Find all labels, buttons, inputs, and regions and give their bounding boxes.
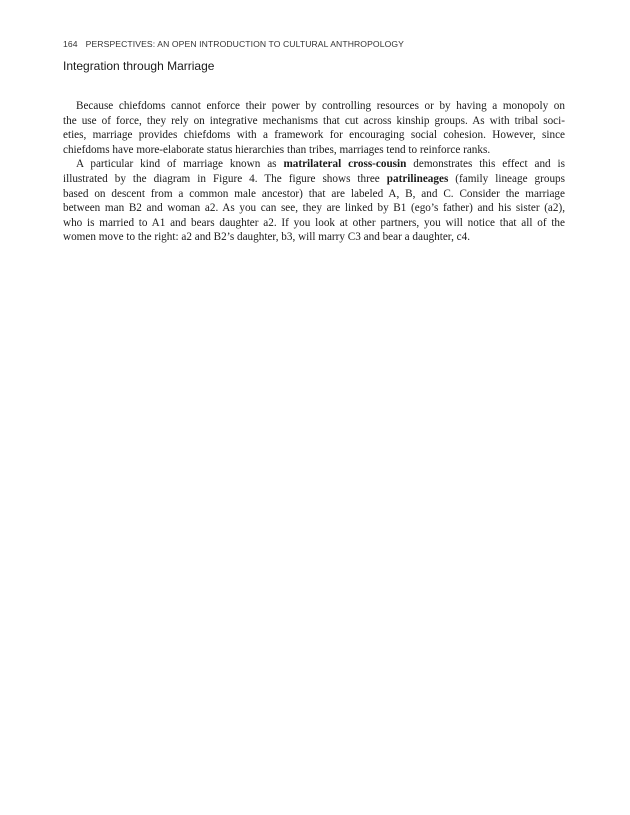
- text-line: women move to the right: a2 and B2’s daughter, b3, will marry C3 and bear a daughter, c4.: [63, 231, 471, 244]
- text-run: A particular kind of marriage known as: [76, 158, 284, 171]
- text-run: illustrated by the diagram in Figure 4. The figure shows three: [63, 172, 387, 185]
- text-line: chiefdoms have more-elaborate status hierarchies than tribes, marriages tend to reinforce ranks.: [63, 143, 491, 156]
- body-text: [63, 99, 565, 245]
- text-line: [63, 172, 565, 187]
- page-number: 164: [63, 39, 78, 49]
- text-line: Because chiefdoms cannot enforce their power by controlling resources or by having a monopoly on: [76, 100, 565, 112]
- text-run: (family lineage groups: [448, 172, 565, 185]
- section-heading: Integration through Marriage: [63, 59, 215, 73]
- text-line: eties, marriage provides chiefdoms with a framework for encouraging social cohesion. However, since: [63, 129, 565, 142]
- running-header: [63, 39, 404, 49]
- book-title: PERSPECTIVES: AN OPEN INTRODUCTION TO CULTURAL ANTHROPOLOGY: [85, 39, 404, 49]
- text-line: the use of force, they rely on integrative mechanisms that cut across kinship groups. As with tribal soci-: [63, 114, 565, 127]
- key-term-patrilineages: patrilineages: [386, 172, 449, 185]
- text-line: who is married to A1 and bears daughter a2. If you look at other partners, you will notice that all of the: [63, 216, 565, 229]
- paragraph-2: [63, 157, 565, 245]
- text-line: based on descent from a common male ancestor) that are labeled A, B, and C. Consider the marriage: [63, 187, 565, 200]
- text-run: demonstrates this effect and is: [406, 158, 566, 171]
- text-line: between man B2 and woman a2. As you can see, they are linked by B1 (ego’s father) and his sister (a2),: [63, 202, 565, 215]
- text-line: [63, 157, 565, 172]
- paragraph-1: [63, 99, 565, 157]
- key-term-matrilateral-cross-cousin: matrilateral cross-cousin: [283, 158, 407, 171]
